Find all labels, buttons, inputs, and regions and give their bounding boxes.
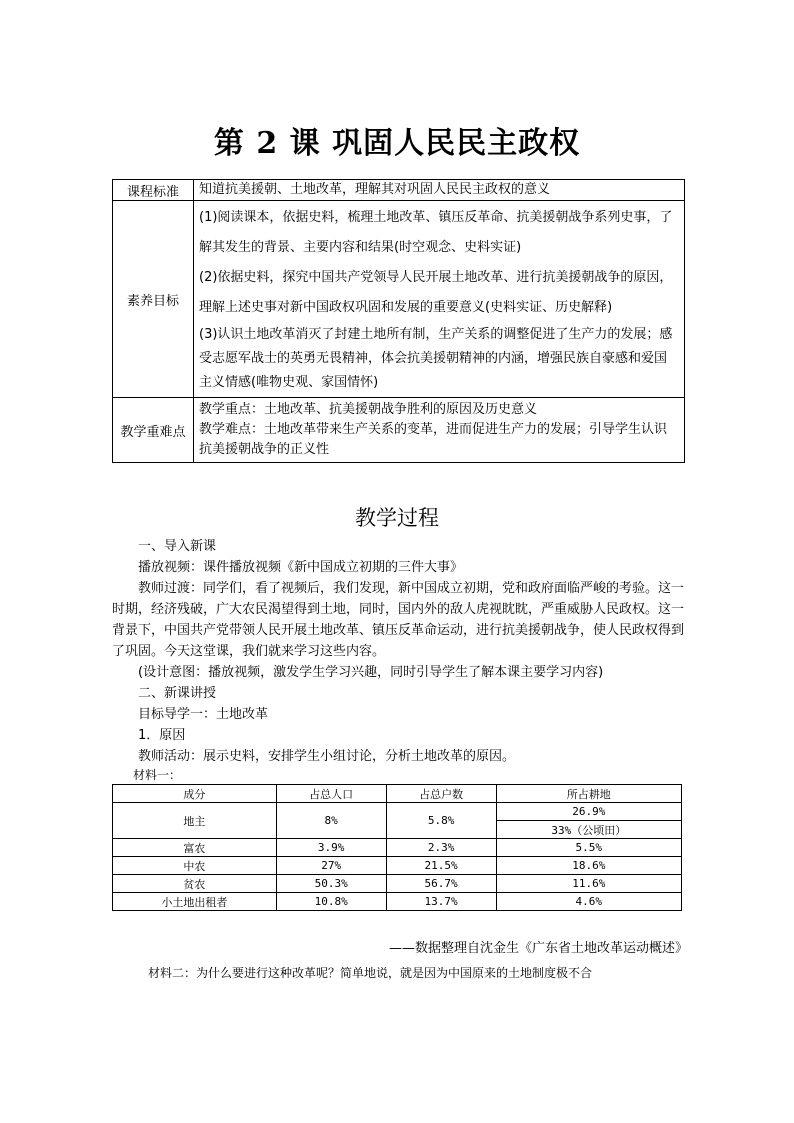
table-cell: 4.6% bbox=[496, 893, 681, 911]
standard-text: 知道抗美援朝、土地改革，理解其对巩固人民民主政权的意义 bbox=[194, 180, 685, 201]
literacy-label: 素养目标 bbox=[113, 201, 194, 398]
table-cell: 小土地出租者 bbox=[113, 893, 277, 911]
table-cell: 18.6% bbox=[496, 857, 681, 875]
key-points bbox=[194, 398, 685, 463]
land-data-table bbox=[112, 784, 682, 911]
page-title: 第 2 课 巩固人民民主政权 bbox=[213, 126, 581, 161]
table-row bbox=[113, 180, 685, 201]
table-row bbox=[113, 803, 682, 821]
table-cell: 3.9% bbox=[276, 839, 386, 857]
data-source: ——数据整理自沈金生《广东省土地改革运动概述》 bbox=[388, 941, 688, 956]
table-row bbox=[113, 201, 685, 398]
table-header: 所占耕地 bbox=[496, 785, 681, 803]
table-header-row bbox=[113, 785, 682, 803]
table-row bbox=[113, 839, 682, 857]
table-cell: 10.8% bbox=[276, 893, 386, 911]
paragraph: (设计意图：播放视频，激发学生学习兴趣，同时引导学生了解本课主要学习内容) bbox=[138, 665, 604, 680]
table-cell: 13.7% bbox=[386, 893, 496, 911]
table-cell: 5.5% bbox=[496, 839, 681, 857]
material2-text: 材料二：为什么要进行这种改革呢？简单地说，就是因为中国原来的土地制度极不合 bbox=[148, 966, 593, 980]
table-cell: 地主 bbox=[113, 803, 277, 839]
table-cell: 27% bbox=[276, 857, 386, 875]
table-cell: 2.3% bbox=[386, 839, 496, 857]
table-cell: 8% bbox=[276, 803, 386, 839]
table-header: 占总人口 bbox=[276, 785, 386, 803]
table-cell: 56.7% bbox=[386, 875, 496, 893]
material1-label: 材料一： bbox=[133, 768, 182, 782]
table-cell: 50.3% bbox=[276, 875, 386, 893]
section-heading: 二、新课讲授 bbox=[138, 686, 217, 701]
table-cell: 贫农 bbox=[113, 875, 277, 893]
difficult-point-text: 教学难点：土地改革带来生产关系的变革，进而促进生产力的发展；引导学生认识抗美援朝战争的正义性 bbox=[199, 422, 668, 457]
table-header: 成分 bbox=[113, 785, 277, 803]
table-cell: 33%（公顷田） bbox=[496, 821, 681, 839]
table-row bbox=[113, 893, 682, 911]
table-row bbox=[113, 398, 685, 463]
literacy-goals bbox=[194, 201, 685, 398]
table-header: 占总户数 bbox=[386, 785, 496, 803]
table-cell: 26.9% bbox=[496, 803, 681, 821]
section-heading: 一、导入新课 bbox=[138, 539, 217, 554]
table-cell: 21.5% bbox=[386, 857, 496, 875]
paragraph: 播放视频：课件播放视频《新中国成立初期的三件大事》 bbox=[138, 560, 464, 575]
key-label: 教学重难点 bbox=[113, 398, 194, 463]
paragraph: 教师过渡：同学们，看了视频后，我们发现，新中国成立初期，党和政府面临严峻的考验。这一时期，经济残破，广大农民渴望得到土地，同时，国内外的敌人虎视眈眈，严重威胁人民政权。这一背景下，中国共产党带领人民开展土地改革、镇压反革命运动，进行抗美援朝战争，使人民政权得到了巩固。今天这堂课，我们就来学习这些内容。 bbox=[112, 581, 685, 659]
standard-label: 课程标准 bbox=[113, 180, 194, 201]
table-row bbox=[113, 875, 682, 893]
paragraph: 目标导学一：土地改革 bbox=[138, 707, 269, 722]
table-cell: 中农 bbox=[113, 857, 277, 875]
process-title: 教学过程 bbox=[355, 506, 439, 530]
table-row bbox=[113, 857, 682, 875]
table-cell: 11.6% bbox=[496, 875, 681, 893]
paragraph: 教师活动：展示史料，安排学生小组讨论，分析土地改革的原因。 bbox=[138, 749, 516, 764]
literacy-goal-3: (3)认识土地改革消灭了封建土地所有制，生产关系的调整促进了生产力的发展；感受志愿军战士的英勇无畏精神，体会抗美援朝精神的内涵，增强民族自豪感和爱国主义情感(唯物史观、家国情怀) bbox=[199, 327, 673, 390]
paragraph: 1．原因 bbox=[138, 728, 186, 743]
lesson-plan-table bbox=[112, 179, 685, 463]
table-cell: 5.8% bbox=[386, 803, 496, 839]
lesson-body bbox=[112, 536, 687, 767]
literacy-goal-2: (2)依据史料，探究中国共产党领导人民开展土地改革、进行抗美援朝战争的原因，理解上述史事对新中国政权巩固和发展的重要意义(史料实证、历史解释) bbox=[199, 270, 673, 315]
table-cell: 富农 bbox=[113, 839, 277, 857]
key-point-text: 教学重点：土地改革、抗美援朝战争胜利的原因及历史意义 bbox=[199, 402, 538, 417]
literacy-goal-1: (1)阅读课本，依据史料，梳理土地改革、镇压反革命、抗美援朝战争系列史事，了解其发生的背景、主要内容和结果(时空观念、史料实证) bbox=[199, 210, 673, 255]
